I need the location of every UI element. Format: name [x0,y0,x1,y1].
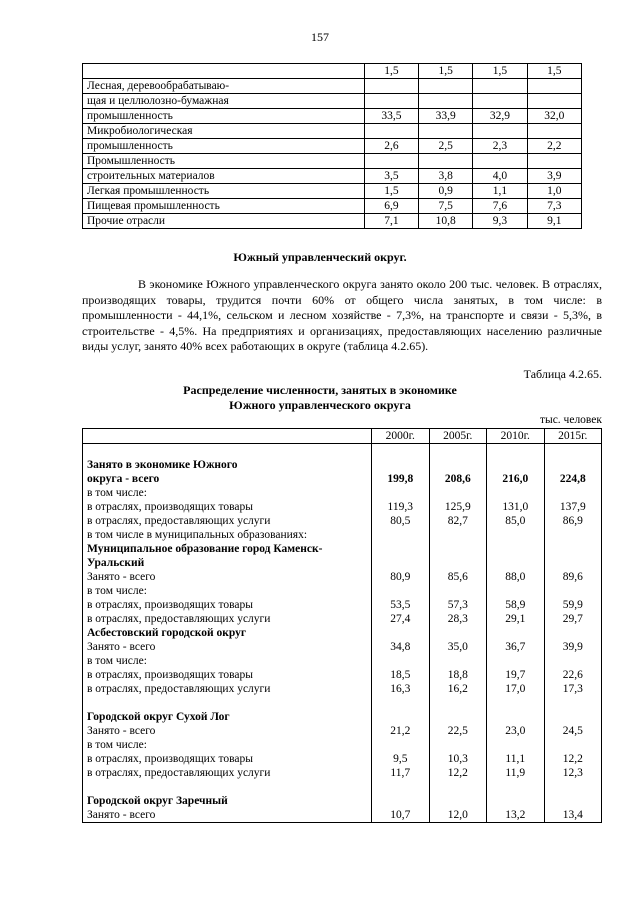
value-cell: 24,5 [562,725,583,737]
value-cell [544,542,602,556]
page-number: 157 [311,30,329,44]
value-cell [372,556,430,570]
value-cell: 12,2 [562,753,583,765]
table-row [83,598,602,612]
row-label: Микробиологическая [83,124,365,139]
value-cell: 12,2 [429,766,487,780]
value-cell: 2,5 [419,139,473,154]
table-row [83,780,602,794]
value-cell [527,124,581,139]
value-cell: 11,7 [372,766,430,780]
table-row [83,724,602,738]
value-cell [527,154,581,169]
value-cell [429,654,487,668]
table-row [83,738,602,752]
value-cell [429,556,487,570]
value-cell [473,154,527,169]
value-cell [487,542,545,556]
row-label: Муниципальное образование город Каменск- [83,542,372,556]
value-cell: 208,6 [429,472,487,486]
value-cell: 13,4 [562,809,583,821]
value-cell: 19,7 [487,668,545,682]
value-cell [419,154,473,169]
row-label: Уральский [83,556,372,570]
value-cell: 57,3 [429,598,487,612]
value-cell [429,710,487,724]
value-cell [364,124,418,139]
table-row [83,696,602,710]
table-row [83,124,582,139]
value-cell [487,710,545,724]
employment-table [82,428,602,823]
body-paragraph [82,277,602,355]
row-label: в том числе: [83,486,372,500]
value-cell: 18,8 [429,668,487,682]
value-cell: 2,2 [527,139,581,154]
value-cell: 13,2 [487,808,545,823]
value-cell: 0,9 [419,184,473,199]
row-label [83,64,365,79]
table-row [83,766,602,780]
table-row [83,199,582,214]
value-cell: 39,9 [562,641,583,653]
value-cell [473,94,527,109]
value-cell [429,486,487,500]
value-cell [372,794,430,808]
value-cell: 17,3 [562,683,583,695]
value-cell [544,584,602,598]
value-cell: 2,3 [473,139,527,154]
table-row [83,214,582,229]
row-label: в том числе: [83,738,372,752]
table-row [83,556,602,570]
row-label: Прочие отрасли [83,214,365,229]
value-cell [544,794,602,808]
row-label: промышленность [83,139,365,154]
table-row [83,640,602,654]
value-cell [473,79,527,94]
row-label [83,780,372,794]
value-cell: 18,5 [372,668,430,682]
value-cell [544,486,602,500]
table-row [83,584,602,598]
value-cell: 11,9 [487,766,545,780]
value-cell: 36,7 [487,640,545,654]
value-cell: 1,5 [419,64,473,79]
table-row [83,486,602,500]
row-label: округа - всего [83,472,372,486]
value-cell: 6,9 [364,199,418,214]
value-cell [544,696,602,710]
row-label: Занято - всего [83,640,372,654]
value-cell: 216,0 [487,472,545,486]
row-label [83,696,372,710]
table-row [83,64,582,79]
value-cell: 58,9 [487,598,545,612]
value-cell: 59,9 [562,599,583,611]
value-cell [487,794,545,808]
row-label: щая и целлюлозно-бумажная [83,94,365,109]
value-cell [429,528,487,542]
value-cell: 27,4 [372,612,430,626]
value-cell [419,79,473,94]
value-cell [372,696,430,710]
value-cell: 4,0 [473,169,527,184]
value-cell [429,584,487,598]
value-cell [372,528,430,542]
value-cell [372,458,430,472]
value-cell [544,458,602,472]
value-cell [544,710,602,724]
value-cell: 1,5 [364,64,418,79]
row-label: Пищевая промышленность [83,199,365,214]
row-label: в отраслях, предоставляющих услуги [83,514,372,528]
value-cell: 86,9 [562,515,583,527]
value-cell: 80,5 [372,514,430,528]
value-cell: 7,1 [364,214,418,229]
value-cell [487,780,545,794]
value-cell [487,556,545,570]
value-cell [429,696,487,710]
table-row [83,458,602,472]
value-cell [364,79,418,94]
row-label: в том числе: [83,584,372,598]
table-title [0,383,640,413]
table-row [83,682,602,696]
row-label: строительных материалов [83,169,365,184]
value-cell [544,738,602,752]
section-heading: Южный управленческий округ. [233,250,407,264]
value-cell: 22,5 [429,724,487,738]
industry-share-table [82,63,582,229]
value-cell: 3,5 [364,169,418,184]
value-cell: 35,0 [429,640,487,654]
units-label: тыс. человек [539,414,602,426]
header-cell: 2005г. [429,429,487,444]
value-cell [364,154,418,169]
value-cell: 1,5 [364,184,418,199]
value-cell: 89,6 [562,571,583,583]
value-cell [527,94,581,109]
row-label: Асбестовский городской округ [83,626,372,640]
value-cell [372,626,430,640]
paragraph-text: В экономике Южного управленческого округа занято около 200 тыс. человек. В отраслях, производящих товары, трудится почти 60% от общего числа занятых, в том числе: в промышленности - 44,1%, сельском и лесном хозяйстве - 7,3%, на транспорте и связи - 5,3%, в строительстве - 4,5%. На предприятиях и организациях, предоставляющих населению различные виды услуг, занято 40% всех работающих в округе (таблица 4.2.65). [82,277,602,354]
row-label [83,444,372,459]
row-label: Занято - всего [83,570,372,584]
row-label: в отраслях, производящих товары [83,752,372,766]
value-cell [544,780,602,794]
value-cell: 1,5 [473,64,527,79]
header-cell: 2010г. [487,429,545,444]
value-cell: 199,8 [372,472,430,486]
value-cell: 224,8 [559,473,586,485]
table-row [83,79,582,94]
value-cell [544,528,602,542]
table-row [83,752,602,766]
table-title-line-1: Распределение численности, занятых в экономике [183,383,457,397]
value-cell [487,626,545,640]
value-cell: 23,0 [487,724,545,738]
value-cell [487,444,545,459]
value-cell: 10,3 [429,752,487,766]
table-row [83,94,582,109]
table-row [83,154,582,169]
value-cell: 7,3 [527,199,581,214]
table-row [83,668,602,682]
table-row [83,184,582,199]
value-cell: 85,6 [429,570,487,584]
value-cell: 9,1 [527,214,581,229]
value-cell: 2,6 [364,139,418,154]
value-cell [544,556,602,570]
value-cell [429,444,487,459]
row-label: Легкая промышленность [83,184,365,199]
value-cell: 21,2 [372,724,430,738]
value-cell [473,124,527,139]
header-cell [83,429,372,444]
value-cell: 53,5 [372,598,430,612]
table-row [83,794,602,808]
value-cell [527,79,581,94]
table-row [83,542,602,556]
table-row [83,654,602,668]
value-cell: 29,7 [562,613,583,625]
value-cell: 7,5 [419,199,473,214]
value-cell: 88,0 [487,570,545,584]
row-label: в отраслях, производящих товары [83,598,372,612]
value-cell: 9,3 [473,214,527,229]
value-cell: 17,0 [487,682,545,696]
table-row [83,139,582,154]
value-cell: 82,7 [429,514,487,528]
row-label: Занято в экономике Южного [83,458,372,472]
header-cell: 2000г. [372,429,430,444]
value-cell [372,486,430,500]
value-cell: 131,0 [487,500,545,514]
row-label: в отраслях, предоставляющих услуги [83,682,372,696]
value-cell [429,780,487,794]
table-row [83,710,602,724]
value-cell: 137,9 [559,501,586,513]
row-label: в отраслях, предоставляющих услуги [83,766,372,780]
value-cell: 32,0 [527,109,581,124]
value-cell [372,542,430,556]
value-cell [419,124,473,139]
value-cell [544,626,602,640]
value-cell: 11,1 [487,752,545,766]
row-label: в отраслях, предоставляющих услуги [83,612,372,626]
value-cell: 12,0 [429,808,487,823]
value-cell: 28,3 [429,612,487,626]
table-row [83,514,602,528]
table-row [83,444,602,459]
value-cell [487,458,545,472]
value-cell [372,780,430,794]
value-cell [372,584,430,598]
value-cell [364,94,418,109]
table-header-row [83,429,602,444]
table-title-line-2: Южного управленческого округа [229,398,411,412]
value-cell [487,654,545,668]
value-cell: 22,6 [562,669,583,681]
value-cell [429,458,487,472]
row-label: Занято - всего [83,724,372,738]
row-label: в том числе: [83,654,372,668]
table-row [83,169,582,184]
value-cell: 85,0 [487,514,545,528]
value-cell [419,94,473,109]
value-cell [487,528,545,542]
table-row [83,528,602,542]
value-cell: 1,5 [527,64,581,79]
header-cell: 2015г. [544,429,602,444]
value-cell: 32,9 [473,109,527,124]
table-row [83,626,602,640]
value-cell [544,654,602,668]
row-label: Занято - всего [83,808,372,823]
value-cell [487,696,545,710]
value-cell [372,738,430,752]
row-label: Городской округ Заречный [83,794,372,808]
value-cell [372,654,430,668]
table-row [83,472,602,486]
table-row [83,570,602,584]
row-label: промышленность [83,109,365,124]
row-label: в отраслях, производящих товары [83,668,372,682]
row-label: в отраслях, производящих товары [83,500,372,514]
value-cell: 80,9 [372,570,430,584]
value-cell: 1,0 [527,184,581,199]
value-cell: 16,3 [372,682,430,696]
value-cell: 10,7 [372,808,430,823]
value-cell [429,542,487,556]
row-label: Городской округ Сухой Лог [83,710,372,724]
value-cell: 12,3 [562,767,583,779]
value-cell [487,486,545,500]
value-cell: 10,8 [419,214,473,229]
table-row [83,109,582,124]
value-cell: 3,8 [419,169,473,184]
value-cell [429,794,487,808]
value-cell [487,738,545,752]
value-cell [429,626,487,640]
value-cell: 33,9 [419,109,473,124]
value-cell: 34,8 [372,640,430,654]
value-cell: 7,6 [473,199,527,214]
value-cell [544,444,602,459]
value-cell: 16,2 [429,682,487,696]
value-cell [372,444,430,459]
row-label: Промышленность [83,154,365,169]
value-cell [372,710,430,724]
value-cell: 1,1 [473,184,527,199]
table-row [83,612,602,626]
table-row [83,500,602,514]
value-cell: 119,3 [372,500,430,514]
value-cell: 125,9 [429,500,487,514]
table-row [83,808,602,823]
value-cell: 9,5 [372,752,430,766]
value-cell: 33,5 [364,109,418,124]
row-label: в том числе в муниципальных образованиях: [83,528,372,542]
row-label: Лесная, деревообрабатываю- [83,79,365,94]
value-cell [487,584,545,598]
value-cell: 3,9 [527,169,581,184]
value-cell: 29,1 [487,612,545,626]
table-label: Таблица 4.2.65. [523,367,602,381]
value-cell [429,738,487,752]
